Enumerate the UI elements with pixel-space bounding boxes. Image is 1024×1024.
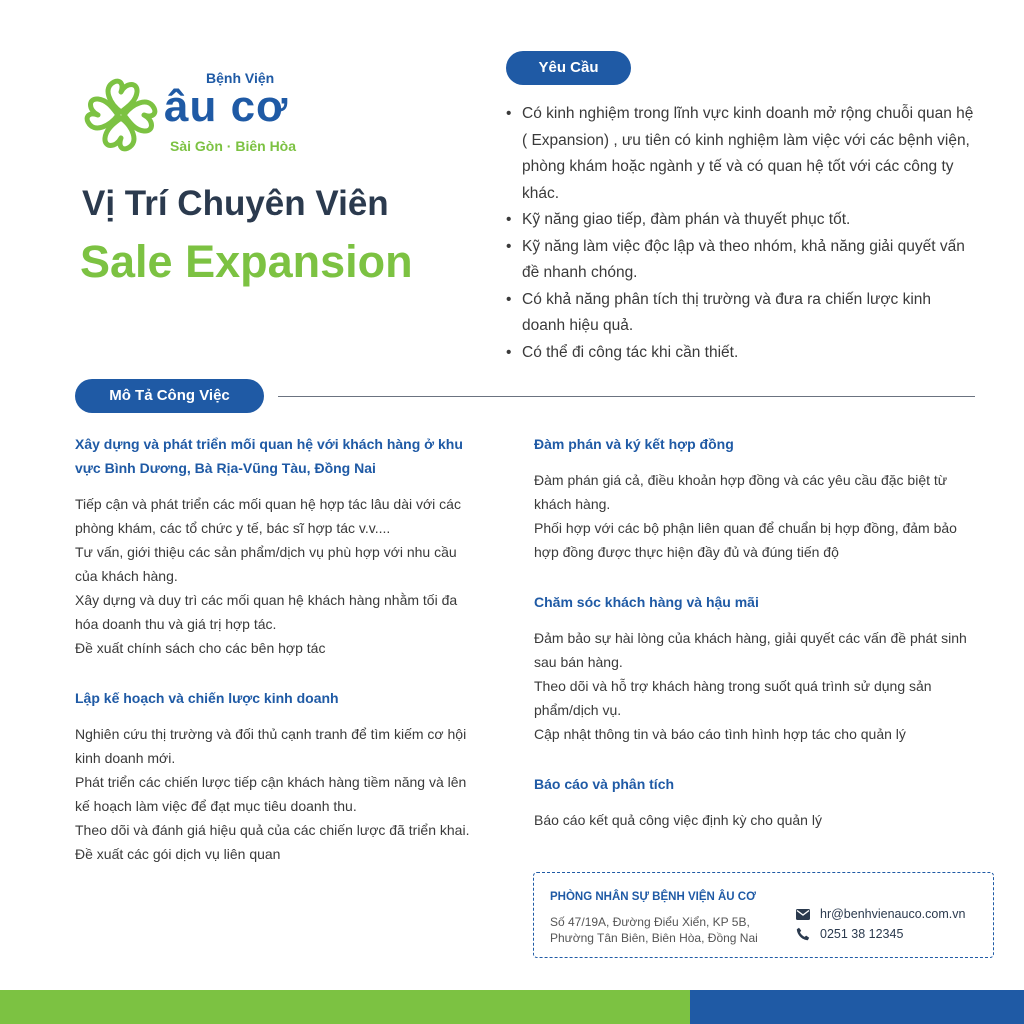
section-line: Tiếp cận và phát triển các mối quan hệ hợp tác lâu dài với các phòng khám, các tổ chức y tế, bác sĩ hợp tác v.v.... [75,496,461,536]
section-line: Đề xuất các gói dịch vụ liên quan [75,846,281,862]
section-title: Xây dựng và phát triển mối quan hệ với khách hàng ở khu vực Bình Dương, Bà Rịa-Vũng Tàu, Đồng Nai [75,436,463,476]
list-item: • Có thể đi công tác khi cần thiết. [505,340,977,367]
section-line: Phối hợp với các bộ phận liên quan để chuẩn bị hợp đồng, đảm bảo hợp đồng được thực hiện đầy đủ và đúng tiến độ [534,520,957,560]
section-line: Đàm phán giá cả, điều khoản hợp đồng và các yêu cầu đặc biệt từ khách hàng. [534,472,948,512]
list-item: • Có kinh nghiệm trong lĩnh vực kinh doanh mở rộng chuỗi quan hệ ( Expansion) , ưu tiên có kinh nghiệm làm việc với các bệnh viện, phòng khám hoặc ngành y tế và có quan hệ tốt với các công ty khác. [505,101,977,207]
contact-phone-row[interactable] [796,927,903,941]
contact-email[interactable]: hr@benhvienauco.com.vn [820,907,966,921]
section-title: Lập kế hoạch và chiến lược kinh doanh [75,690,339,706]
clover-logo-icon [80,74,162,156]
section-line: Phát triển các chiến lược tiếp cận khách hàng tiềm năng và lên kế hoạch làm việc để đạt mục tiêu doanh thu. [75,774,467,814]
section-divider [278,396,975,397]
phone-icon [796,927,810,941]
contact-phone[interactable]: 0251 38 12345 [820,927,904,941]
section-line: Theo dõi và hỗ trợ khách hàng trong suốt quá trình sử dụng sản phẩm/dịch vụ. [534,678,932,718]
contact-address-line2: Phường Tân Biên, Biên Hòa, Đồng Nai [550,931,758,945]
description-right-column [534,432,974,832]
contact-box [533,872,994,958]
logo-top-text: Bệnh Viện [206,70,275,86]
list-item: • Có khả năng phân tích thị trường và đưa ra chiến lược kinh doanh hiệu quả. [505,287,977,340]
contact-title: PHÒNG NHÂN SỰ BỆNH VIỆN ÂU CƠ [550,891,756,903]
section-title: Báo cáo và phân tích [534,776,675,792]
footer-green-bar [0,990,690,1024]
section-line: Đề xuất chính sách cho các bên hợp tác [75,640,326,656]
list-item: • Kỹ năng làm việc độc lập và theo nhóm, khả năng giải quyết vấn đề nhanh chóng. [505,234,977,287]
section-line: Tư vấn, giới thiệu các sản phẩm/dịch vụ phù hợp với nhu cầu của khách hàng. [75,544,457,584]
section-line: Nghiên cứu thị trường và đối thủ cạnh tranh để tìm kiếm cơ hội kinh doanh mới. [75,726,467,766]
section-line: Cập nhật thông tin và báo cáo tình hình hợp tác cho quản lý [534,726,906,742]
section-line: Báo cáo kết quả công việc định kỳ cho quản lý [534,812,822,828]
position-title-line2: Sale Expansion [80,236,413,287]
section-title: Đàm phán và ký kết hợp đồng [534,436,734,452]
section-line: Xây dựng và duy trì các mối quan hệ khách hàng nhằm tối đa hóa doanh thu và giá trị hợp tác. [75,592,458,632]
contact-email-row[interactable] [796,907,965,921]
contact-address-line1: Số 47/19A, Đường Điểu Xiển, KP 5B, [550,915,750,929]
hospital-logo [80,68,330,163]
description-left-column [75,432,475,866]
section-line: Theo dõi và đánh giá hiệu quả của các chiến lược đã triển khai. [75,822,470,838]
footer-blue-bar [690,990,1024,1024]
list-item: • Kỹ năng giao tiếp, đàm phán và thuyết phục tốt. [505,207,977,234]
section-title: Chăm sóc khách hàng và hậu mãi [534,594,759,610]
logo-subtitle: Sài Gòn · Biên Hòa [170,138,297,154]
logo-brand-text: âu cơ [164,82,289,131]
requirements-heading: Yêu Cầu [506,51,631,85]
job-description-heading: Mô Tả Công Việc [75,379,264,413]
requirements-list [505,101,977,366]
position-title-line1: Vị Trí Chuyên Viên [82,184,389,223]
mail-icon [796,909,810,920]
section-line: Đảm bảo sự hài lòng của khách hàng, giải quyết các vấn đề phát sinh sau bán hàng. [534,630,967,670]
